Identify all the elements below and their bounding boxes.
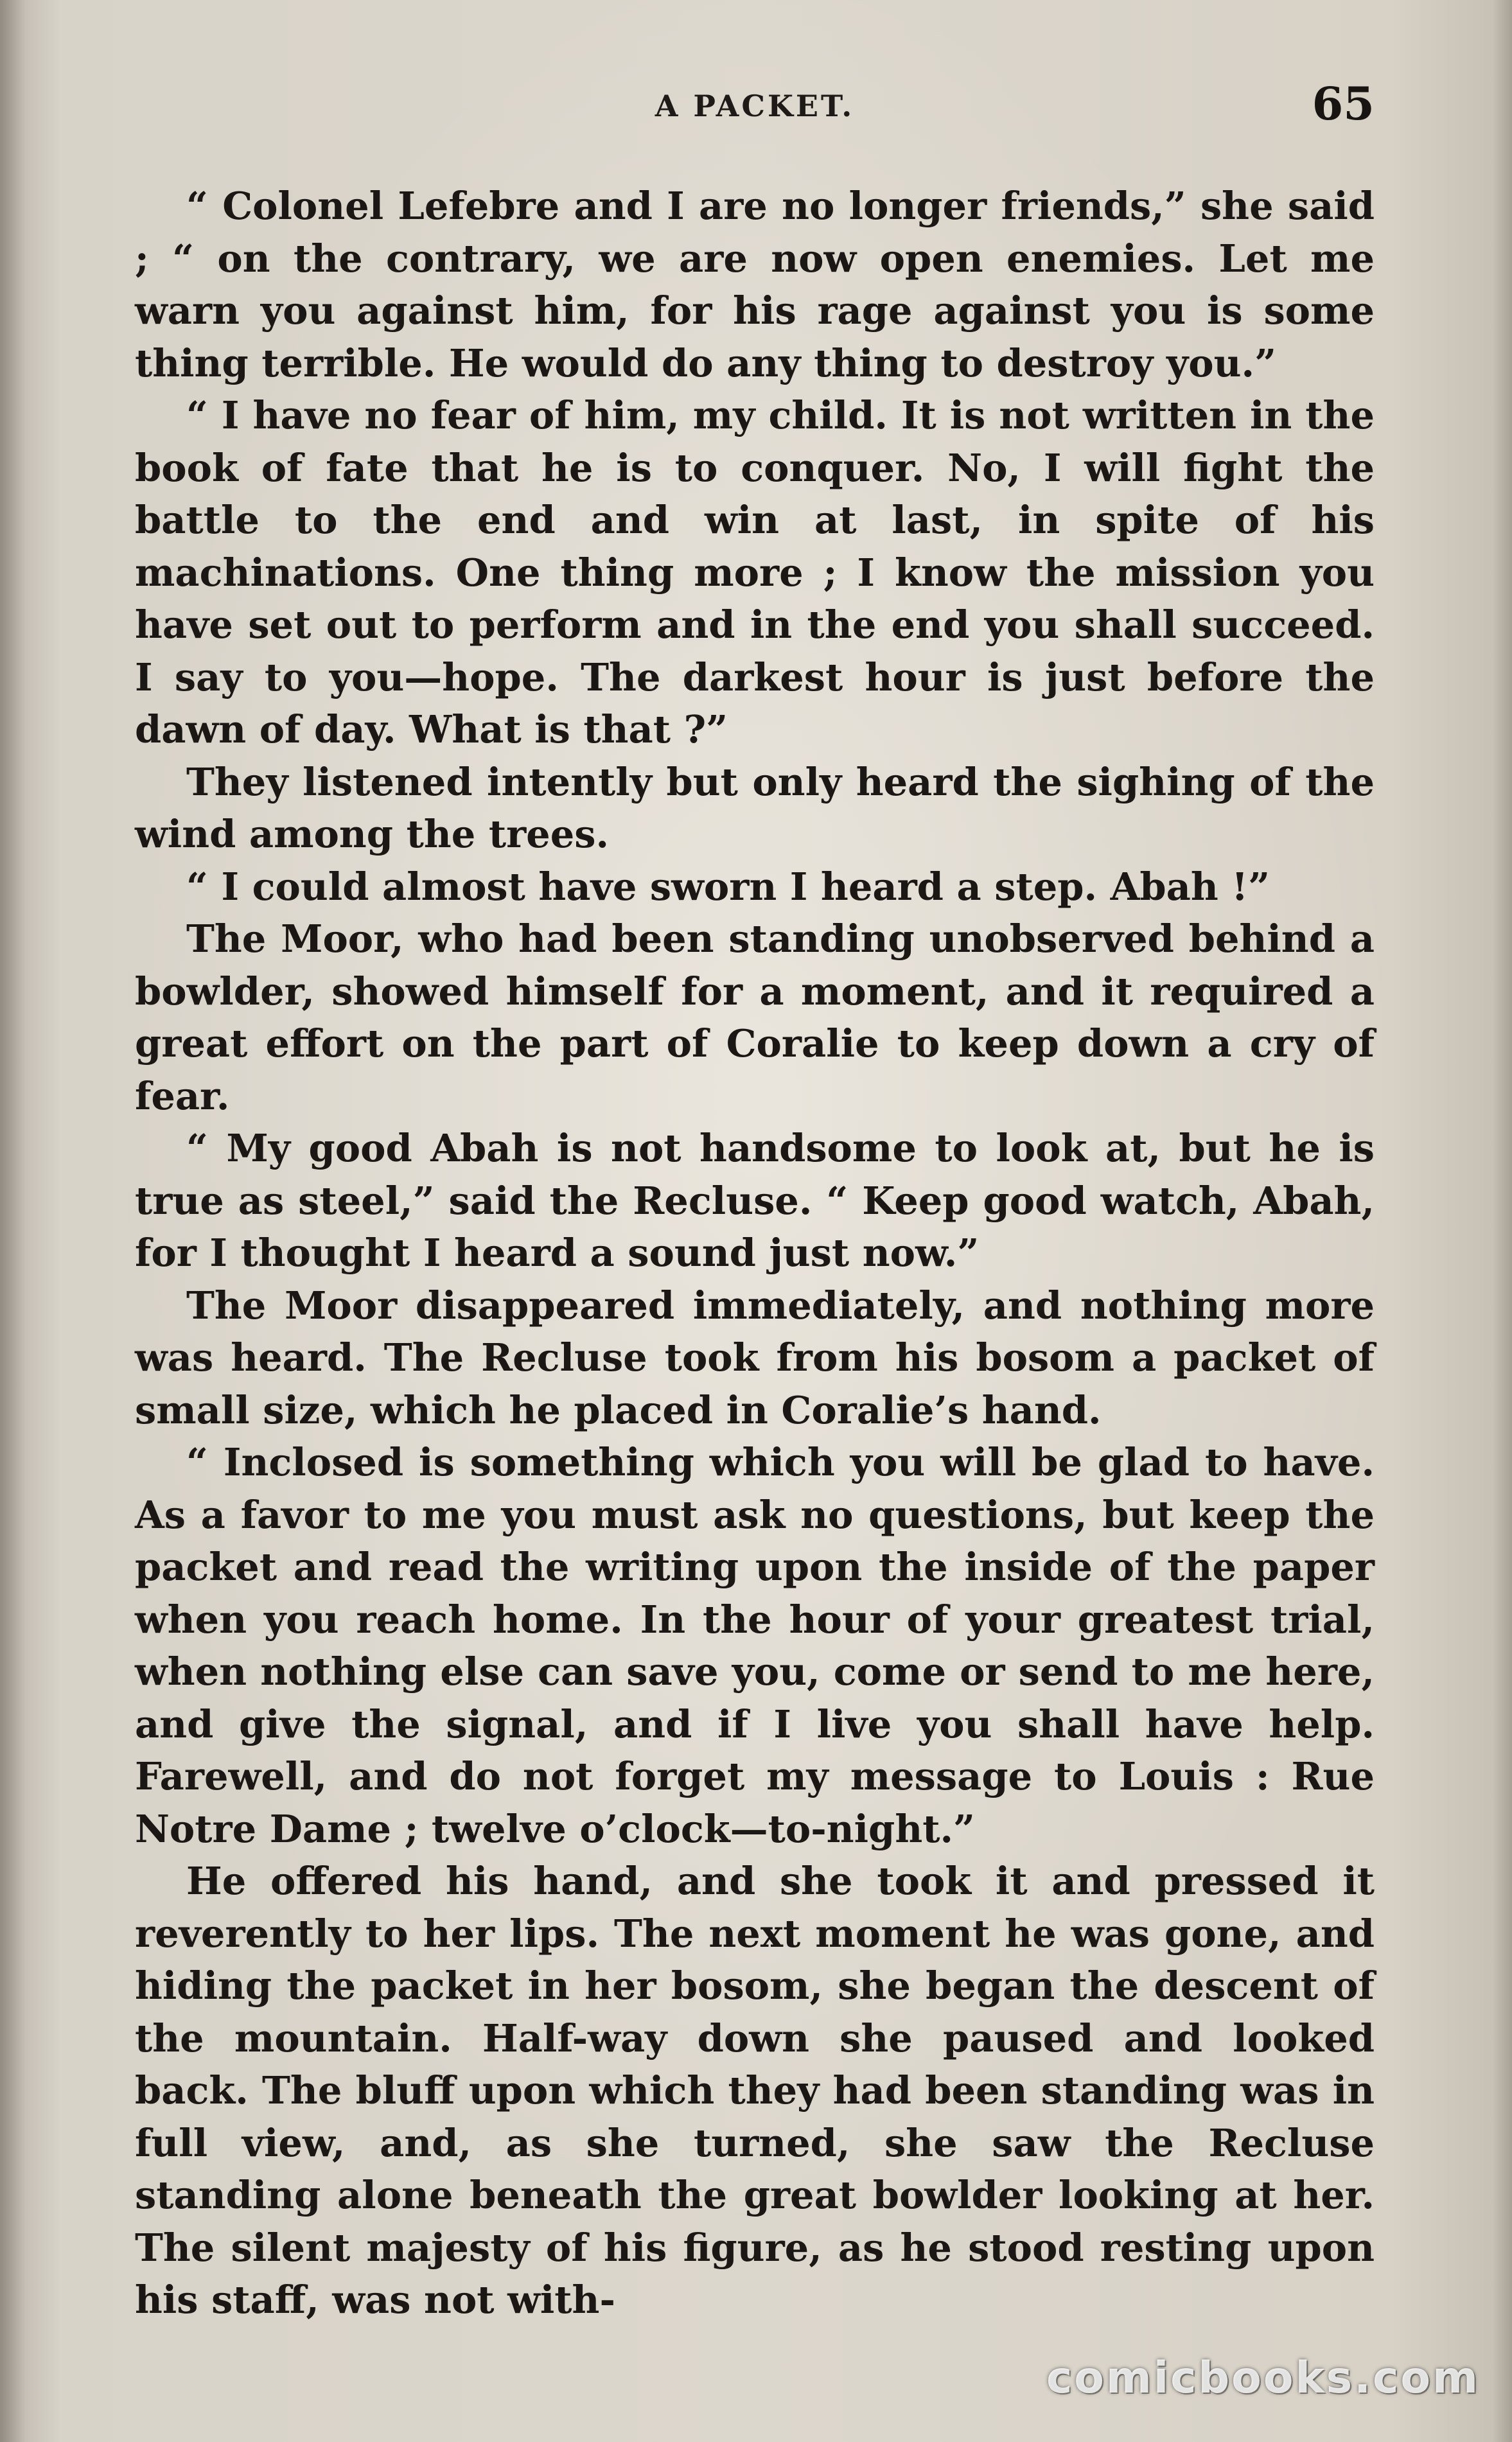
paragraph: They listened intently but only heard the sighing of the wind among the trees.	[135, 759, 1375, 856]
paragraph: The Moor disappeared immediately, and nothing more was heard. The Recluse took from his bosom a packet of small size, which he placed in Coralie’s hand.	[135, 1283, 1375, 1432]
running-head: A PACKET.	[655, 89, 855, 123]
body-text	[135, 180, 1375, 2326]
paragraph: He offered his hand, and she took it and pressed it reverently to her lips. The next moment he was gone, and hiding the packet in her bosom, she began the descent of the mountain. Half-way down she paused and looked back. The bluff upon which they had been standing was in full view, and, as she turned, she saw the Recluse standing alone beneath the great bowlder looking at her. The silent majesty of his figure, as he stood resting upon his staff, was not with-	[135, 1859, 1375, 2322]
page-edge-shadow-right	[1493, 0, 1512, 2442]
page-number: 65	[1312, 77, 1375, 130]
paragraph: “ I could almost have sworn I heard a step. Abah !”	[186, 864, 1270, 909]
paragraph: “ I have no fear of him, my child. It is not written in the book of fate that he is to conquer. No, I will fight the battle to the end and win at last, in spite of his machinations. One thing more ; I know the mission you have set out to perform and in the end you shall succeed. I say to you—hope. The darkest hour is just before the dawn of day. What is that ?”	[135, 393, 1375, 751]
paragraph: The Moor, who had been standing unobserved behind a bowlder, showed himself for a moment, and it required a great effort on the part of Coralie to keep down a cry of fear.	[135, 917, 1375, 1118]
paragraph: “ My good Abah is not handsome to look at, but he is true as steel,” said the Recluse. “ Keep good watch, Abah, for I thought I heard a sound just now.”	[135, 1126, 1375, 1275]
page-header	[135, 77, 1375, 135]
paragraph: “ Inclosed is something which you will be glad to have. As a favor to me you must ask no questions, but keep the packet and read the writing upon the inside of the paper when you reach home. In the hour of your greatest trial, when nothing else can save you, come or send to me here, and give the signal, and if I live you shall have help. Farewell, and do not forget my message to Louis : Rue Notre Dame ; twelve o’clock—to-night.”	[135, 1440, 1375, 1851]
watermark: comicbooks.com	[1046, 2353, 1480, 2403]
paragraph: “ Colonel Lefebre and I are no longer friends,” she said ; “ on the contrary, we are now open enemies. Let me warn you against him, for his rage against you is some thing terrible. He would do any thing to destroy you.”	[135, 184, 1375, 385]
page-edge-shadow-left	[0, 0, 26, 2442]
